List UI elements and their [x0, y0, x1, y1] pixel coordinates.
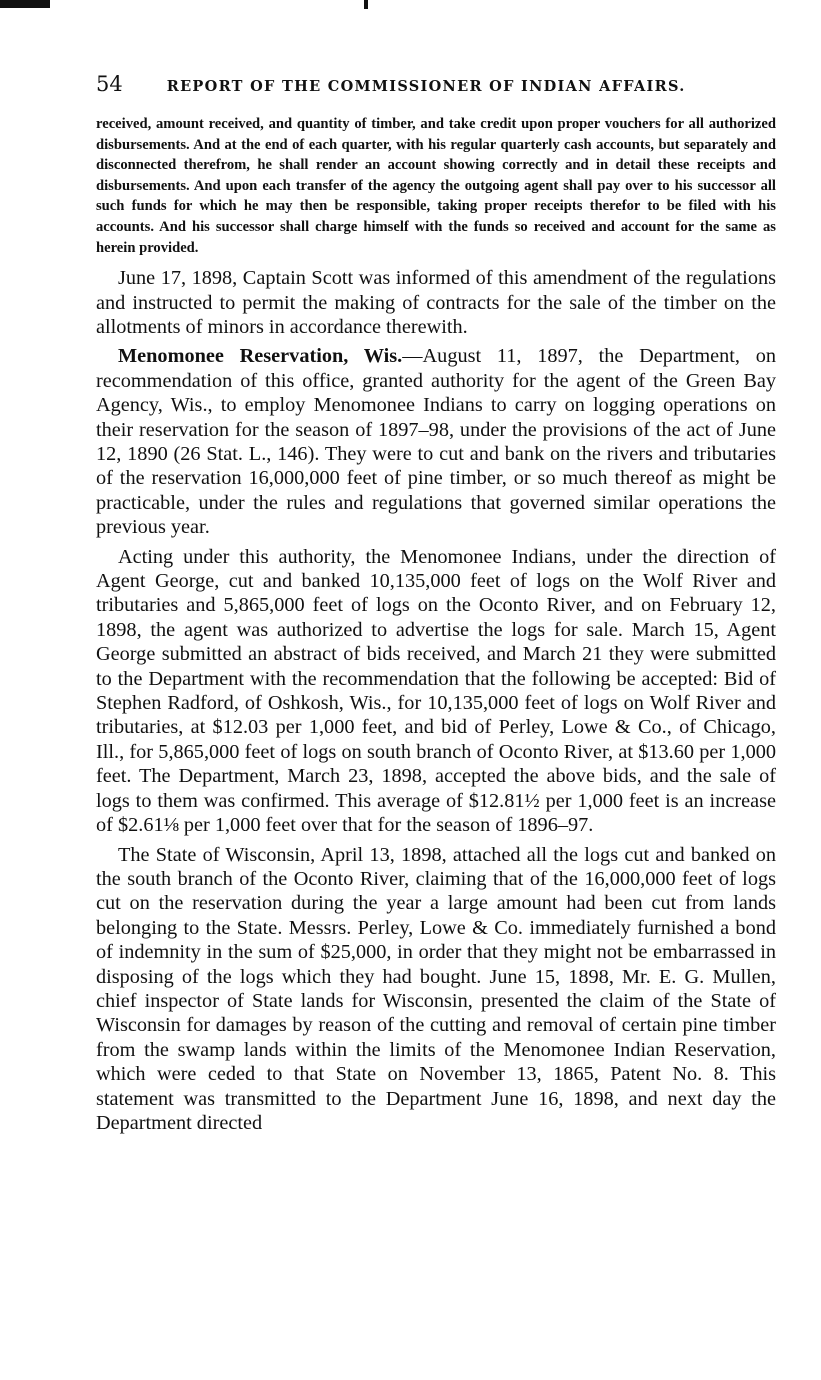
document-page — [96, 72, 776, 1140]
body-text — [96, 266, 776, 1135]
paragraph-scott-amendment: June 17, 1898, Captain Scott was informed of this amendment of the regulations and instructed to permit the making of contracts for the sale of the timber on the allotments of minors in accordance therewith. — [96, 267, 776, 338]
paragraph-menomonee-text: —August 11, 1897, the Department, on recommendation of this office, granted authority for the agent of the Green Bay Agency, Wis., to employ Menomonee Indians to carry on logging operations on their reservation for the season of 1897–98, under the provisions of the act of June 12, 1890 (26 Stat. L., 146). They were to cut and bank on the rivers and tributaries of the reservation 16,000,000 feet of pine timber, or so much thereof as might be practicable, under the rules and regulations that governed similar operations the previous year. — [96, 345, 776, 539]
scan-edge-mark — [0, 0, 50, 8]
paragraph-menomonee-reservation — [96, 344, 776, 539]
page-header — [96, 72, 776, 96]
page-number: 54 — [96, 72, 123, 96]
paragraph-wisconsin-claim: The State of Wisconsin, April 13, 1898, attached all the logs cut and banked on the south branch of the Oconto River, claiming that of the 16,000,000 feet of logs cut on the reservation during the year a large amount had been cut from lands belonging to the State. Messrs. Perley, Lowe & Co. immediately furnished a bond of indemnity in the sum of $25,000, in order that they might not be embarrassed in disposing of the logs which they had bought. June 15, 1898, Mr. E. G. Mullen, chief inspector of State lands for Wisconsin, presented the claim of the State of Wisconsin for damages by reason of the cutting and removal of certain pine timber from the swamp lands within the limits of the Menomonee Indian Reservation, which were ceded to that State on November 13, 1865, Patent No. 8. This statement was transmitted to the Department June 16, 1898, and next day the Department directed — [96, 843, 776, 1134]
scan-top-mark — [364, 0, 368, 9]
quoted-regulation-passage: received, amount received, and quantity of timber, and take credit upon proper vouchers for all authorized disbursements. And at the end of each quarter, with his regular quarterly cash accounts, but separately and disconnected therefrom, he shall render an account showing correctly and in detail these receipts and disbursements. And upon each transfer of the agency the outgoing agent shall pay over to his successor all such funds for which he may then be responsible, taking proper receipts therefor to be filed with his accounts. And his successor shall charge himself with the funds so received and account for the same as herein provided. — [96, 116, 776, 256]
paragraph-log-sale: Acting under this authority, the Menomonee Indians, under the direction of Agent George, cut and banked 10,135,000 feet of logs on the Wolf River and tributaries and 5,865,000 feet of logs on the Oconto River, and on February 12, 1898, the agent was authorized to advertise the logs for sale. March 15, Agent George submitted an abstract of bids received, and March 21 they were submitted to the Department with the recommendation that the following be accepted: Bid of Stephen Radford, of Oshkosh, Wis., for 10,135,000 feet of logs on Wolf River and tributaries, at $12.03 per 1,000 feet, and bid of Perley, Lowe & Co., of Chicago, Ill., for 5,865,000 feet of logs on south branch of Oconto River, at $13.60 per 1,000 feet. The Department, March 23, 1898, accepted the above bids, and the sale of logs to them was confirmed. This average of $12.81½ per 1,000 feet is an increase of $2.61⅛ per 1,000 feet over that for the season of 1896–97. — [96, 545, 776, 837]
running-title: REPORT OF THE COMMISSIONER OF INDIAN AFFAIRS. — [166, 78, 686, 95]
section-lead-menomonee: Menomonee Reservation, Wis. — [118, 345, 403, 368]
